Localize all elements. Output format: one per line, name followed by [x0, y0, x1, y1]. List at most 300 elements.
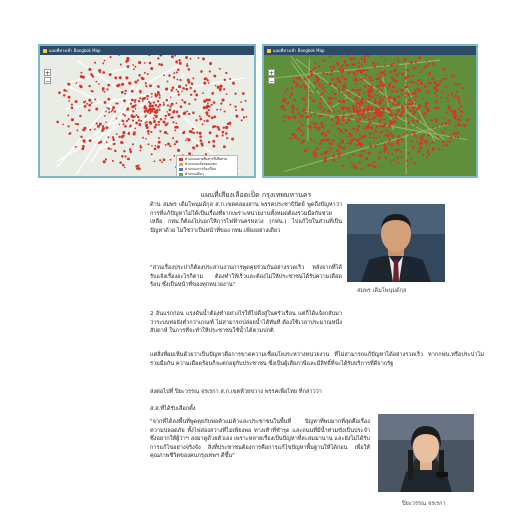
portrait-photo-woman: [378, 414, 474, 492]
map-marker: [211, 117, 214, 120]
map-marker: [375, 129, 377, 131]
map-marker: [460, 110, 462, 112]
map-marker: [389, 112, 391, 114]
map-marker: [134, 66, 136, 68]
map-marker: [424, 112, 426, 114]
map-marker: [157, 100, 159, 102]
map-marker: [158, 109, 160, 111]
map-marker: [289, 117, 292, 120]
map-marker: [303, 84, 305, 86]
map-marker: [91, 102, 93, 104]
map-marker: [309, 110, 311, 112]
map-marker: [151, 145, 153, 147]
map-marker: [401, 156, 403, 158]
map-marker: [114, 76, 117, 79]
map-marker: [146, 110, 149, 113]
zoom-in-button[interactable]: +: [45, 70, 51, 77]
map-marker: [397, 141, 399, 143]
map-canvas[interactable]: [40, 55, 254, 176]
map-marker: [407, 103, 409, 105]
map-marker: [75, 123, 77, 125]
map-marker: [460, 115, 462, 117]
map-marker: [426, 60, 428, 62]
map-marker: [142, 100, 144, 102]
map-marker: [392, 113, 394, 115]
map-marker: [372, 137, 375, 140]
map-marker: [358, 102, 360, 104]
map-marker: [144, 105, 147, 108]
map-marker: [394, 59, 396, 61]
map-marker: [409, 102, 412, 105]
map-marker: [350, 139, 353, 142]
map-marker: [144, 62, 146, 64]
map-marker: [240, 101, 242, 103]
map-marker: [112, 136, 115, 139]
map-marker: [376, 63, 378, 65]
map-marker: [432, 127, 434, 129]
map-title-bar: [264, 46, 476, 55]
map-marker: [453, 110, 456, 113]
map-marker: [426, 113, 428, 115]
map-marker: [446, 75, 448, 77]
map-marker: [364, 61, 367, 64]
map-marker: [209, 131, 212, 134]
map-marker: [133, 131, 136, 134]
map-marker: [167, 104, 169, 106]
map-marker: [453, 116, 456, 119]
map-marker: [416, 141, 418, 143]
map-marker: [423, 65, 426, 68]
map-marker: [361, 59, 363, 61]
map-marker: [183, 131, 185, 133]
map-marker: [426, 143, 428, 145]
map-marker: [324, 152, 327, 155]
map-marker: [383, 73, 386, 76]
map-marker: [167, 142, 170, 145]
map-marker: [88, 85, 90, 87]
map-marker: [458, 99, 460, 101]
map-marker: [105, 121, 107, 123]
map-marker: [219, 89, 221, 91]
map-marker: [160, 118, 163, 121]
map-marker: [140, 120, 142, 122]
map-marker: [359, 161, 362, 164]
map-marker: [178, 85, 181, 88]
map-marker: [122, 134, 125, 137]
zoom-out-button[interactable]: −: [45, 78, 51, 85]
map-marker: [165, 144, 167, 146]
map-marker: [97, 125, 100, 128]
map-marker: [457, 123, 460, 126]
map-marker: [322, 93, 324, 95]
map-marker: [192, 128, 194, 130]
map-marker: [112, 160, 114, 162]
map-marker: [441, 149, 443, 151]
map-marker: [68, 100, 70, 102]
map-marker: [447, 94, 449, 96]
map-marker: [314, 112, 316, 114]
map-marker: [159, 159, 161, 161]
map-marker: [384, 134, 387, 137]
map-marker: [401, 93, 403, 95]
map-marker: [355, 105, 357, 107]
map-marker: [170, 117, 172, 119]
legend-swatch: [179, 173, 183, 176]
map-marker: [108, 108, 110, 110]
map-marker: [458, 108, 460, 110]
map-marker: [427, 134, 429, 136]
map-marker: [308, 112, 310, 114]
map-marker: [234, 105, 236, 107]
map-marker: [341, 140, 344, 143]
map-marker: [367, 107, 370, 110]
map-marker: [241, 119, 243, 121]
map-marker: [307, 76, 310, 79]
map-marker: [284, 98, 286, 100]
map-marker: [223, 127, 225, 129]
map-marker: [334, 83, 337, 86]
map-marker: [178, 150, 180, 152]
map-marker: [149, 84, 152, 87]
map-marker: [353, 163, 356, 166]
map-marker: [449, 123, 451, 125]
map-marker: [167, 111, 169, 113]
map-marker: [414, 162, 417, 165]
map-marker: [350, 114, 353, 117]
map-marker: [145, 115, 147, 117]
map-marker: [369, 136, 371, 138]
map-marker: [390, 161, 392, 163]
map-marker: [375, 77, 377, 79]
map-marker: [106, 107, 108, 109]
map-marker: [119, 124, 121, 126]
map-marker: [68, 133, 70, 135]
map-marker: [106, 88, 108, 90]
map-marker: [342, 88, 345, 91]
map-marker: [319, 85, 321, 87]
map-marker: [128, 82, 131, 85]
map-marker: [144, 110, 147, 113]
map-marker: [124, 101, 126, 103]
map-marker: [180, 105, 183, 108]
map-marker: [105, 158, 107, 160]
map-marker: [360, 57, 362, 59]
map-marker: [406, 165, 408, 167]
map-marker: [71, 104, 73, 106]
map-marker: [368, 118, 371, 121]
map-marker: [155, 110, 158, 113]
map-marker: [343, 132, 345, 134]
map-marker: [430, 82, 432, 84]
map-marker: [367, 114, 369, 116]
map-marker: [223, 145, 226, 148]
map-marker: [303, 78, 305, 80]
map-marker: [330, 70, 332, 72]
map-marker: [143, 97, 146, 100]
map-marker: [310, 73, 313, 76]
map-marker: [107, 84, 110, 87]
map-marker: [451, 74, 454, 77]
map-marker: [370, 114, 372, 116]
map-marker: [397, 149, 399, 151]
map-marker: [158, 141, 161, 144]
map-marker: [202, 123, 204, 125]
map-marker: [138, 74, 141, 77]
map-marker: [154, 126, 157, 129]
map-marker: [102, 71, 105, 74]
map-marker: [384, 146, 386, 148]
map-marker: [165, 115, 167, 117]
map-marker: [195, 119, 197, 121]
map-marker: [220, 85, 223, 88]
map-marker: [164, 131, 167, 134]
map-marker: [213, 75, 216, 78]
map-marker: [332, 139, 335, 142]
map-marker: [80, 75, 83, 78]
map-marker: [354, 138, 357, 141]
map-marker: [355, 166, 358, 169]
map-marker: [427, 155, 429, 157]
map-marker: [299, 86, 301, 88]
map-marker: [169, 145, 171, 147]
map-marker: [319, 94, 321, 96]
map-marker: [317, 130, 319, 132]
map-marker: [79, 115, 81, 117]
map-marker: [432, 64, 434, 66]
map-screenshot-left: [38, 44, 256, 178]
map-marker: [400, 151, 402, 153]
legend-label: ตำแหน่งสายสื่อสารที่เสียหาย: [185, 157, 227, 161]
map-marker: [412, 146, 415, 149]
map-marker: [380, 107, 382, 109]
map-marker: [323, 109, 325, 111]
legend-label: ตำแหน่งการร้องเรียน: [185, 167, 217, 171]
map-marker: [333, 111, 335, 113]
map-marker: [376, 125, 379, 128]
map-marker: [193, 132, 195, 134]
map-marker: [407, 69, 410, 72]
map-marker: [363, 108, 366, 111]
map-marker: [135, 108, 137, 110]
map-marker: [386, 101, 388, 103]
map-marker: [76, 82, 78, 84]
map-marker: [341, 66, 343, 68]
map-marker: [361, 137, 363, 139]
map-marker: [341, 139, 343, 141]
map-marker: [386, 97, 388, 99]
map-marker: [296, 108, 298, 110]
map-marker: [282, 95, 284, 97]
map-marker: [172, 116, 174, 118]
map-marker: [145, 138, 147, 140]
map-marker: [291, 111, 294, 114]
map-marker: [367, 94, 370, 97]
map-marker: [419, 71, 421, 73]
map-canvas[interactable]: [264, 55, 476, 176]
map-marker: [331, 119, 333, 121]
map-marker: [131, 116, 134, 119]
map-marker: [82, 139, 85, 142]
map-marker: [158, 63, 160, 65]
map-marker: [423, 116, 425, 118]
map-marker: [283, 120, 285, 122]
map-marker: [339, 152, 342, 155]
map-marker: [138, 119, 140, 121]
map-marker: [225, 126, 228, 129]
map-marker: [372, 162, 374, 164]
map-marker: [229, 78, 231, 80]
map-marker: [169, 105, 171, 107]
map-marker: [412, 81, 414, 83]
map-marker: [186, 111, 188, 113]
map-marker: [379, 81, 381, 83]
map-marker: [304, 87, 307, 90]
map-marker: [449, 133, 451, 135]
map-marker: [458, 102, 460, 104]
map-marker: [130, 150, 133, 153]
map-marker: [134, 101, 136, 103]
map-marker: [153, 160, 155, 162]
map-marker: [378, 135, 380, 137]
map-marker: [293, 78, 295, 80]
map-marker: [157, 57, 159, 59]
map-marker: [391, 76, 394, 79]
map-marker: [451, 93, 453, 95]
zoom-in-button[interactable]: +: [269, 70, 275, 77]
map-marker: [332, 125, 334, 127]
map-marker: [314, 81, 317, 84]
map-marker: [113, 143, 115, 145]
map-marker: [71, 118, 74, 121]
map-marker: [208, 115, 210, 117]
map-marker: [194, 98, 196, 100]
map-marker: [125, 90, 127, 92]
map-marker: [175, 126, 178, 129]
map-marker: [382, 107, 385, 110]
map-marker: [364, 99, 366, 101]
map-marker: [390, 120, 392, 122]
legend-swatch: [179, 168, 183, 171]
map-marker: [356, 109, 358, 111]
map-marker: [177, 91, 179, 93]
map-marker: [382, 99, 384, 101]
map-marker: [341, 76, 343, 78]
portrait-man-image: [347, 204, 445, 282]
map-marker: [349, 96, 351, 98]
map-marker: [178, 94, 180, 96]
map-marker: [302, 110, 304, 112]
map-marker: [329, 142, 332, 145]
map-marker: [336, 149, 339, 152]
map-marker: [349, 116, 351, 118]
map-marker: [159, 103, 162, 106]
map-marker: [349, 111, 351, 113]
map-marker: [165, 88, 168, 91]
map-marker: [185, 88, 188, 91]
map-marker: [155, 145, 157, 147]
map-marker: [394, 64, 396, 66]
map-marker: [340, 100, 342, 102]
map-marker: [399, 72, 401, 74]
map-marker: [336, 62, 339, 65]
map-marker: [163, 105, 165, 107]
map-marker: [200, 142, 203, 145]
map-marker: [177, 115, 180, 118]
map-marker: [453, 113, 456, 116]
map-marker: [447, 100, 449, 102]
zoom-out-button[interactable]: −: [269, 78, 275, 85]
map-marker: [388, 96, 391, 99]
map-marker: [316, 123, 318, 125]
map-marker: [373, 65, 376, 68]
map-marker: [284, 108, 286, 110]
map-marker: [401, 106, 404, 109]
map-marker: [412, 97, 414, 99]
map-marker: [350, 58, 353, 61]
map-marker: [299, 115, 302, 118]
map-marker: [443, 69, 445, 71]
portrait-photo-man: [347, 204, 445, 282]
map-marker: [442, 122, 444, 124]
map-marker: [147, 133, 149, 135]
map-marker: [291, 133, 294, 136]
map-marker: [328, 116, 330, 118]
map-marker: [186, 63, 188, 65]
map-marker: [454, 95, 456, 97]
map-marker: [153, 101, 155, 103]
map-marker: [396, 156, 398, 158]
map-marker: [356, 91, 358, 93]
map-marker: [392, 103, 395, 106]
map-marker: [377, 143, 379, 145]
map-marker: [202, 57, 205, 60]
map-marker: [393, 159, 395, 161]
map-layer: [264, 55, 476, 176]
map-marker: [329, 101, 332, 104]
map-marker: [427, 63, 429, 65]
map-marker: [331, 90, 333, 92]
map-marker: [442, 140, 445, 143]
map-marker: [359, 69, 361, 71]
map-marker: [383, 95, 385, 97]
map-marker: [76, 129, 78, 131]
map-marker: [120, 141, 123, 144]
map-marker: [381, 111, 384, 114]
map-marker: [224, 79, 226, 81]
map-marker: [219, 68, 221, 70]
map-marker: [428, 79, 430, 81]
map-marker: [145, 85, 147, 87]
map-marker: [346, 87, 348, 89]
map-marker: [368, 126, 370, 128]
map-marker: [397, 136, 400, 139]
map-marker: [414, 66, 416, 68]
map-marker: [225, 132, 228, 135]
map-marker: [305, 103, 307, 105]
map-marker: [398, 162, 400, 164]
map-marker: [351, 63, 354, 66]
map-marker: [313, 150, 315, 152]
map-marker: [363, 150, 365, 152]
map-marker: [190, 94, 192, 96]
map-marker: [363, 128, 365, 130]
map-marker: [297, 138, 299, 140]
map-marker: [367, 164, 370, 167]
map-marker: [67, 125, 69, 127]
map-marker: [139, 97, 141, 99]
map-marker: [298, 77, 301, 80]
map-marker: [396, 111, 398, 113]
